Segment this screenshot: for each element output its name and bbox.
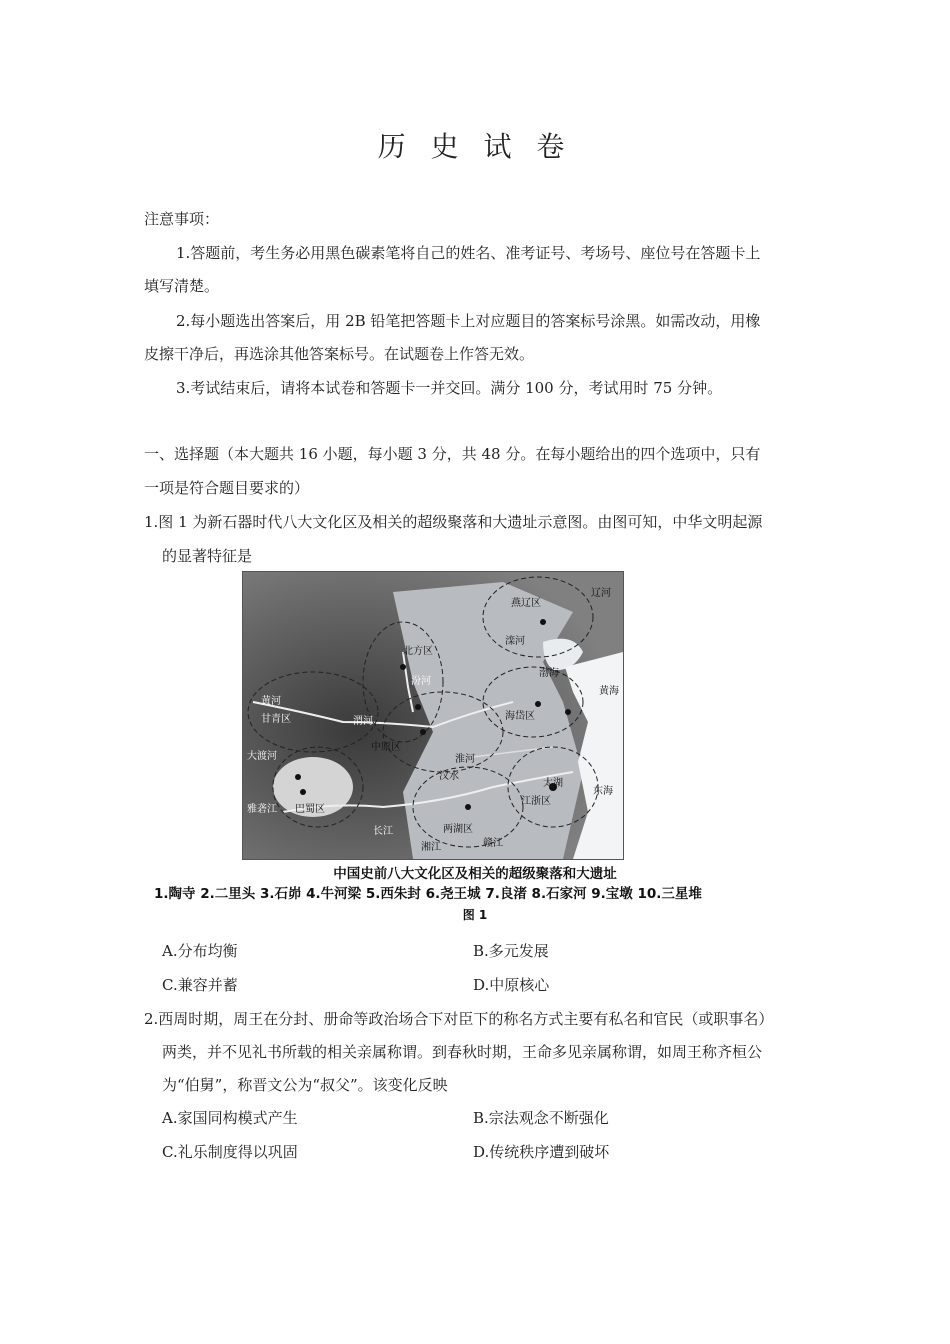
notice-item-2-line-2: 皮擦干净后，再选涂其他答案标号。在试题卷上作答无效。 (144, 345, 535, 363)
q1-option-b[interactable]: B.多元发展 (473, 942, 549, 960)
map-label-ganqing: 甘青区 (261, 714, 291, 725)
q1-option-a[interactable]: A.分布均衡 (162, 942, 238, 960)
map-label-xiang: 湘江 (421, 842, 441, 853)
map-label-haidai: 海岱区 (505, 711, 535, 722)
map-drawing (243, 572, 623, 859)
map-label-gan: 赣江 (483, 838, 503, 849)
figure-1-map (242, 571, 624, 860)
notice-item-1-line-2: 填写清楚。 (144, 277, 220, 295)
notice-item-2-line-1: 2.每小题选出答案后，用 2B 铅笔把答题卡上对应题目的答案标号涂黑。如需改动，用橡 (176, 312, 761, 330)
map-label-luan: 滦河 (505, 636, 525, 647)
map-label-jiangzhe: 江浙区 (521, 796, 551, 807)
q2-option-c[interactable]: C.礼乐制度得以巩固 (162, 1143, 298, 1161)
map-label-fen: 汾河 (411, 676, 431, 687)
map-label-bohai: 渤海 (539, 668, 559, 679)
q2-option-d[interactable]: D.传统秩序遭到破坏 (473, 1143, 610, 1161)
q2-option-b[interactable]: B.宗法观念不断强化 (473, 1109, 609, 1127)
figure-1-sites-legend: 1.陶寺 2.二里头 3.石峁 4.牛河梁 5.西朱封 6.尧王城 7.良渚 8.石家河 9.宝墩 10.三星堆 (154, 886, 702, 902)
map-label-beifang: 北方区 (403, 646, 433, 657)
q1-option-d[interactable]: D.中原核心 (473, 976, 550, 994)
map-label-yalong: 雅砻江 (247, 804, 277, 815)
section-1-line-1: 一、选择题（本大题共 16 小题，每小题 3 分，共 48 分。在每小题给出的四个选项中，只有 (144, 445, 761, 463)
q2-stem-line-3: 为“伯舅”，称晋文公为“叔父”。该变化反映 (162, 1076, 448, 1094)
map-label-taihu: 太湖 (543, 778, 563, 789)
figure-1-label: 图 1 (462, 908, 488, 922)
map-label-huangshui: 黄河 (261, 696, 281, 707)
notice-item-3: 3.考试结束后，请将本试卷和答题卡一并交回。满分 100 分，考试用时 75 分钟。 (176, 379, 723, 397)
figure-1-caption: 中国史前八大文化区及相关的超级聚落和大遗址 (333, 866, 617, 882)
map-label-lianghu: 两湖区 (443, 824, 473, 835)
map-label-yanliao: 燕辽区 (511, 598, 541, 609)
q1-option-c[interactable]: C.兼容并蓄 (162, 976, 238, 994)
q1-stem-line-1: 1.图 1 为新石器时代八大文化区及相关的超级聚落和大遗址示意图。由图可知，中华文明起源 (144, 513, 763, 531)
notice-item-1-line-1: 1.答题前，考生务必用黑色碳素笔将自己的姓名、准考证号、考场号、座位号在答题卡上 (176, 244, 761, 262)
map-label-huanghai: 黄海 (599, 686, 619, 697)
q2-stem-line-2: 两类，并不见礼书所载的相关亲属称谓。到春秋时期，王命多见亲属称谓，如周王称齐桓公 (162, 1043, 763, 1061)
map-label-han: 汉水 (439, 771, 459, 782)
section-1-line-2: 一项是符合题目要求的） (144, 479, 310, 497)
q2-stem-line-1: 2.西周时期，周王在分封、册命等政治场合下对臣下的称名方式主要有私名和官民（或职事名） (144, 1010, 774, 1028)
map-label-dadu: 大渡河 (247, 751, 277, 762)
map-label-bashu: 巴蜀区 (295, 804, 325, 815)
notice-heading: 注意事项： (144, 210, 220, 228)
map-label-wei: 渭河 (353, 716, 373, 727)
map-label-huai: 淮河 (455, 754, 475, 765)
page-title: 历 史 试 卷 (377, 130, 573, 163)
map-label-zhongyuan: 中原区 (371, 742, 401, 753)
map-label-liao: 辽河 (591, 588, 611, 599)
map-label-donghai: 东海 (593, 786, 613, 797)
q2-option-a[interactable]: A.家国同构模式产生 (162, 1109, 298, 1127)
q1-stem-line-2: 的显著特征是 (162, 547, 253, 565)
map-label-yangtze: 长江 (373, 826, 393, 837)
